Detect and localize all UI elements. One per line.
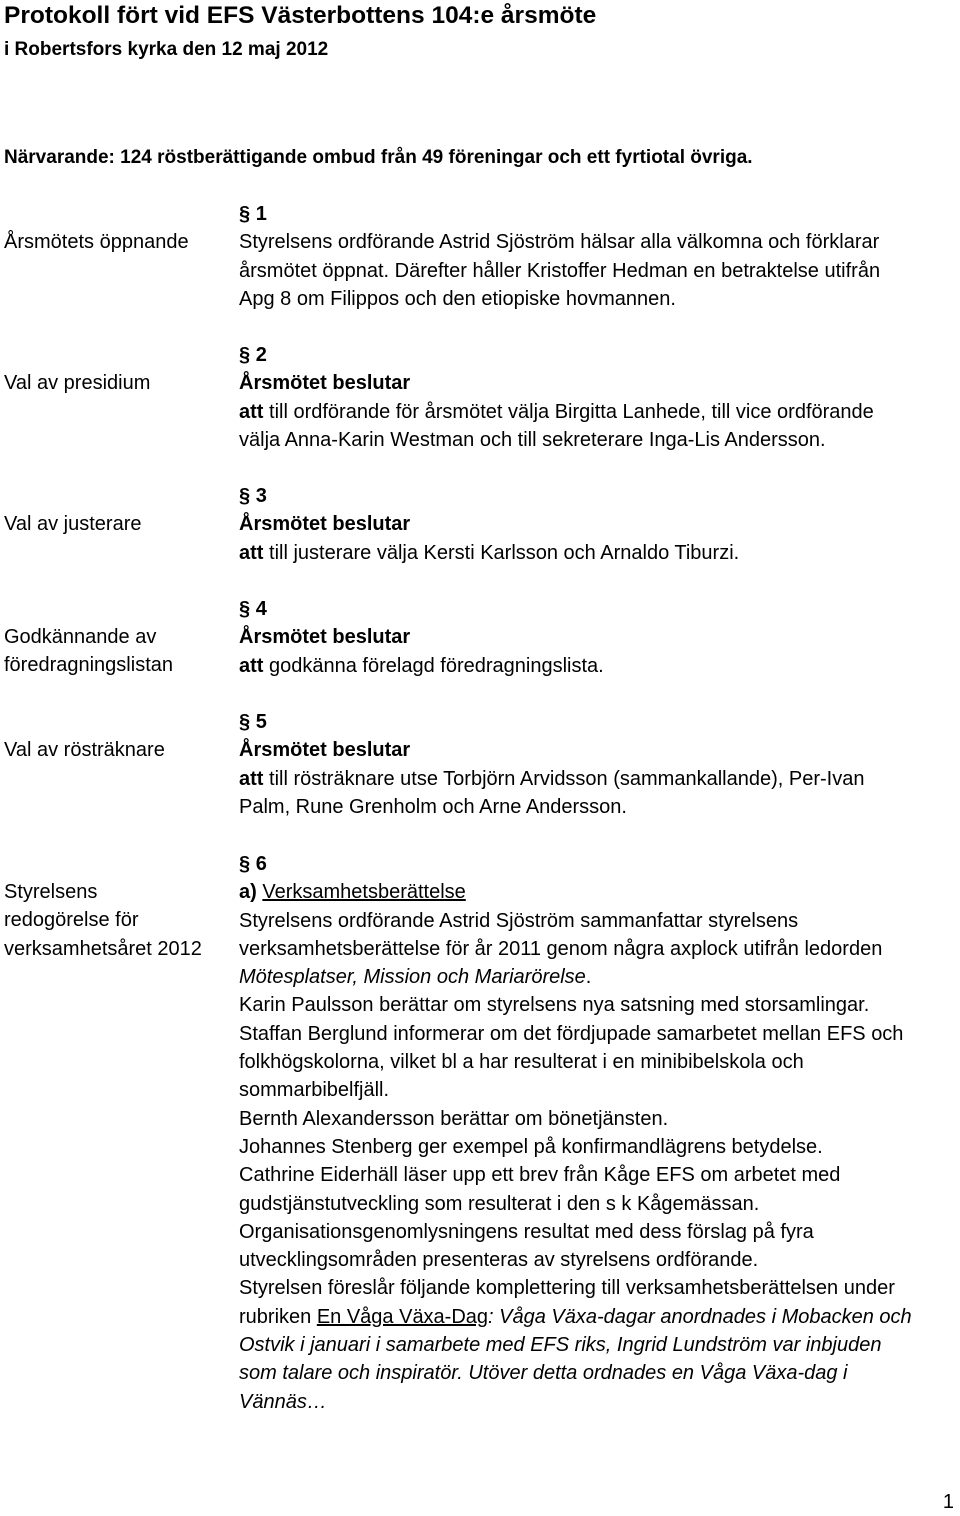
text-line: Organisationsgenomlysningens resultat med dess förslag på fyra [239, 1220, 814, 1243]
section-heading: § 1 [239, 203, 267, 225]
section-5 [239, 708, 957, 821]
decision-heading: Årsmötet beslutar [239, 513, 411, 536]
text-line: rubriken En Våga Växa-Dag: Våga Växa-dagar anordnades i Mobacken och [239, 1305, 912, 1328]
text-line: Bernth Alexandersson berättar om bönetjänsten. [239, 1107, 669, 1130]
text-line: folkhögskolorna, vilket bl a har resulterat i en minibibelskola och [239, 1051, 804, 1074]
label-s6: Styrelsens redogörelse för verksamhetsåret 2012 [4, 881, 202, 960]
label-s2: Val av presidium [4, 372, 151, 394]
attendance-line: Närvarande: 124 röstberättigande ombud från 49 föreningar och ett fyrtiotal övriga. [4, 147, 753, 168]
text-line: Styrelsen föreslår följande komplettering till verksamhetsberättelsen under [239, 1277, 895, 1300]
text-line: att godkänna förelagd föredragningslista. [239, 654, 604, 677]
document-subtitle: i Robertsfors kyrka den 12 maj 2012 [4, 39, 329, 60]
text-line: att till ordförande för årsmötet välja Birgitta Lanhede, till vice ordförande [239, 400, 874, 423]
page-number: 1 [942, 1491, 954, 1513]
text-line: som talare och inspiratör. Utöver detta ordnades en Våga Växa-dag i [239, 1362, 848, 1385]
section-heading: § 2 [239, 344, 267, 366]
text-line: årsmötet öppnat. Därefter håller Kristoffer Hedman en betraktelse utifrån [239, 259, 881, 282]
subheading-a: a) Verksamhetsberättelse [239, 881, 466, 904]
text-line: Karin Paulsson berättar om styrelsens nya satsning med storsamlingar. [239, 994, 870, 1017]
text-line: utvecklingsområden presenteras av styrelsens ordförande. [239, 1249, 759, 1272]
section-heading: § 5 [239, 711, 267, 733]
text-line: att till rösträknare utse Torbjörn Arvidsson (sammankallande), Per-Ivan [239, 767, 865, 790]
section-heading: § 3 [239, 485, 267, 507]
text-line: Staffan Berglund informerar om det fördjupade samarbetet mellan EFS och [239, 1022, 904, 1045]
text-line: sommarbibelfjäll. [239, 1079, 390, 1102]
label-s4: Godkännande av föredragningslistan [4, 626, 173, 677]
text-line: Styrelsens ordförande Astrid Sjöström sammanfattar styrelsens [239, 909, 799, 932]
document-title: Protokoll fört vid EFS Västerbottens 104:e årsmöte [4, 2, 597, 29]
section-3 [239, 482, 957, 567]
section-4 [239, 595, 957, 680]
text-line: Palm, Rune Grenholm och Arne Andersson. [239, 795, 627, 818]
text-line: Cathrine Eiderhäll läser upp ett brev från Kåge EFS om arbetet med [239, 1164, 841, 1187]
text-line: verksamhetsberättelse för år 2011 genom några axplock utifrån ledorden [239, 937, 883, 960]
text-line: gudstjänstutveckling som resulterat i den s k Kågemässan. [239, 1192, 760, 1215]
text-line: att till justerare välja Kersti Karlsson och Arnaldo Tiburzi. [239, 541, 740, 564]
section-2 [239, 341, 957, 454]
section-heading: § 6 [239, 853, 267, 875]
text-line: Mötesplatser, Mission och Mariarörelse. [239, 966, 592, 989]
decision-heading: Årsmötet beslutar [239, 626, 411, 649]
text-line: Apg 8 om Filippos och den etiopiske hovmannen. [239, 287, 676, 310]
label-s3: Val av justerare [4, 513, 142, 535]
section-6 [239, 850, 957, 1416]
section-1 [239, 200, 957, 313]
label-s5: Val av rösträknare [4, 739, 165, 761]
section-heading: § 4 [239, 598, 267, 620]
text-line: Ostvik i januari i samarbete med EFS riks, Ingrid Lundström var inbjuden [239, 1334, 882, 1357]
text-line: Vännäs… [239, 1390, 327, 1413]
text-line: Styrelsens ordförande Astrid Sjöström hälsar alla välkomna och förklarar [239, 231, 880, 254]
decision-heading: Årsmötet beslutar [239, 372, 411, 395]
label-s1: Årsmötets öppnande [4, 231, 189, 253]
text-line: Johannes Stenberg ger exempel på konfirmandlägrens betydelse. [239, 1135, 823, 1158]
decision-heading: Årsmötet beslutar [239, 739, 411, 762]
text-line: välja Anna-Karin Westman och till sekreterare Inga-Lis Andersson. [239, 428, 826, 451]
